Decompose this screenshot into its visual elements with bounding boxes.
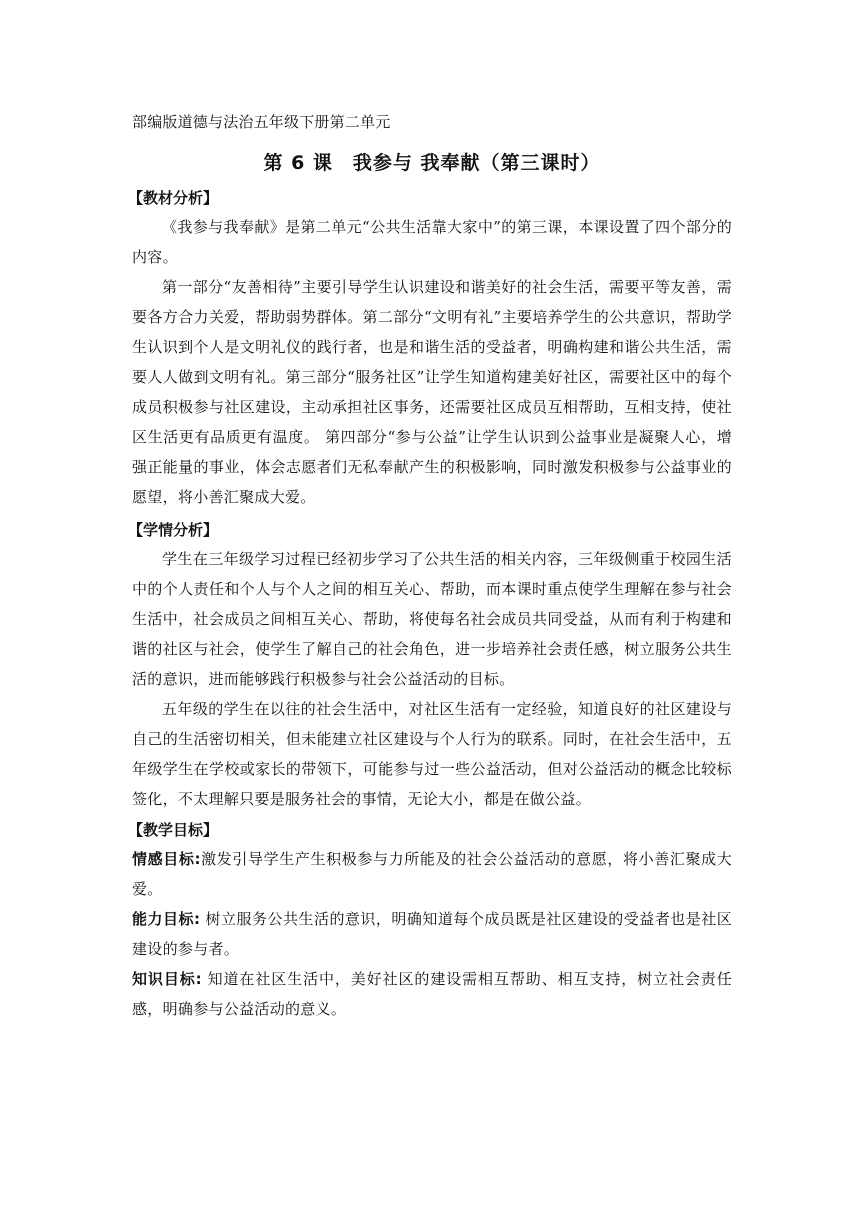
student-analysis-heading: 【学情分析】 bbox=[128, 521, 219, 539]
goal-knowledge bbox=[132, 964, 732, 1024]
series-line: 部编版道德与法治五年级下册第二单元 bbox=[132, 113, 391, 131]
goal-emotion bbox=[132, 844, 732, 904]
student-paragraph: 五年级的学生在以往的社会生活中，对社区生活有一定经验，知道良好的社区建设与自己的生活密切相关，但未能建立社区建设与个人行为的联系。同时，在社会生活中，五年级学生在学校或家长的带领下，可能参与过一些公益活动，但对公益活动的概念比较标签化，不太理解只要是服务社会的事情，无论大小，都是在做公益。 bbox=[132, 700, 732, 808]
teaching-goals-heading: 【教学目标】 bbox=[128, 821, 219, 839]
goal-text: 激发引导学生产生积极参与力所能及的社会公益活动的意愿，将小善汇聚成大爱。 bbox=[132, 850, 732, 898]
student-paragraph: 学生在三年级学习过程已经初步学习了公共生活的相关内容，三年级侧重于校园生活中的个人责任和个人与个人之间的相互关心、帮助，而本课时重点使学生理解在参与社会生活中，社会成员之间相互关心、帮助，将使每名社会成员共同受益，从而有利于构建和谐的社区与社会，使学生了解自己的社会角色，进一步培养社会责任感，树立服务公共生活的意识，进而能够践行积极参与社会公益活动的目标。 bbox=[132, 550, 732, 688]
goal-ability bbox=[132, 904, 732, 964]
material-paragraph: 《我参与我奉献》是第二单元“公共生活靠大家中”的第三课，本课设置了四个部分的内容。 bbox=[132, 218, 732, 266]
document-page bbox=[128, 110, 732, 1024]
material-paragraph: 第一部分“友善相待”主要引导学生认识建设和谐美好的社会生活，需要平等友善，需要各方合力关爱，帮助弱势群体。第二部分“文明有礼”主要培养学生的公共意识，帮助学生认识到个人是文明礼仪的践行者，也是和谐生活的受益者，明确构建和谐公共生活，需要人人做到文明有礼。第三部分“服务社区”让学生知道构建美好社区，需要社区中的每个成员积极参与社区建设，主动承担社区事务，还需要社区成员互相帮助，互相支持，使社区生活更有品质更有温度。 第四部分“参与公益”让学生认识到公益事业是凝聚人心，增强正能量的事业，体会志愿者们无私奉献产生的积极影响，同时激发积极参与公益事业的愿望，将小善汇聚成大爱。 bbox=[132, 278, 732, 506]
material-analysis-heading: 【教材分析】 bbox=[128, 189, 219, 207]
goal-label: 能力目标: bbox=[132, 910, 201, 928]
goal-label: 情感目标: bbox=[132, 850, 201, 868]
goal-text: 树立服务公共生活的意识，明确知道每个成员既是社区建设的受益者也是社区建设的参与者。 bbox=[132, 910, 732, 958]
lesson-title: 第 6 课 我参与 我奉献（第三课时） bbox=[263, 152, 601, 174]
goal-label: 知识目标: bbox=[132, 970, 202, 988]
goal-text: 知道在社区生活中，美好社区的建设需相互帮助、相互支持，树立社会责任感，明确参与公益活动的意义。 bbox=[132, 970, 732, 1018]
